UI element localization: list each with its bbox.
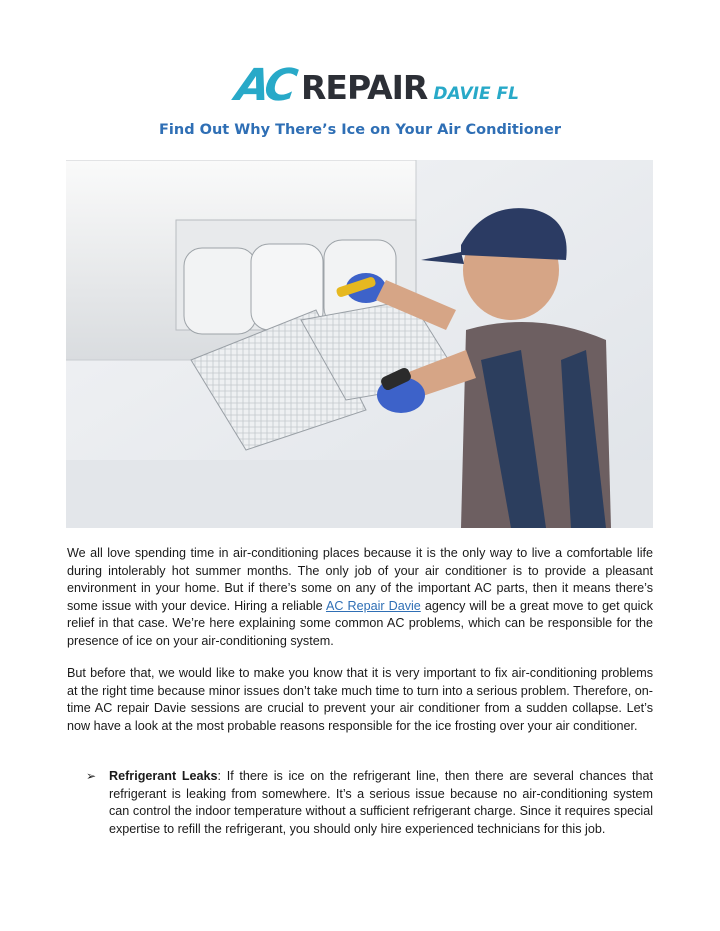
intro-text-start: We all love spending time in air-conditioning places because it is the only way to live a comfortable life during intolerably hot summer months. The only job of your air conditioner is to provide a pleasant environment in your home. But if there’s some on any of the important AC parts, then it means there’s some issue with your device. Hiring a reliable [67, 546, 653, 613]
hero-photo [66, 160, 653, 528]
arrow-bullet-icon: ➢ [86, 769, 97, 783]
logo-location: DAVIE FL [433, 84, 519, 104]
brand-logo [232, 60, 519, 111]
list-item-term: Refrigerant Leaks [109, 769, 218, 783]
logo-ac-mark: AC [232, 60, 297, 111]
list-item-text [109, 768, 653, 838]
list-item [86, 768, 653, 838]
intro-paragraph [67, 545, 653, 651]
intro-text-end: agency will be a great move to get quick relief in that case. We’re here explaining some common AC problems, which can be responsible for the presence of ice on your air-conditioning system. [67, 598, 654, 648]
second-paragraph: But before that, we would like to make you know that it is very important to fix air-conditioning problems at the right time because minor issues don’t take much time to turn into a serious problem. Therefore, on-time AC repair Davie sessions are crucial to prevent your air conditioner from a sudden collapse. Let’s now have a look at the most probable reasons responsible for the ice frosting over your air conditioner. [67, 666, 653, 733]
page-title: Find Out Why There’s Ice on Your Air Conditioner [159, 122, 561, 138]
logo-repair-word: REPAIR [301, 68, 428, 107]
list-item-description: : If there is ice on the refrigerant line, then there are several chances that refrigerant is leaking from somewhere. It’s a serious issue because no air-conditioning system can control the indoor temperature without a sufficient refrigerant charge. Since it requires special expertise to refill the refrigerant, you should only hire experienced technicians for this job. [109, 769, 654, 836]
ac-repair-davie-link[interactable]: AC Repair Davie [325, 598, 421, 613]
